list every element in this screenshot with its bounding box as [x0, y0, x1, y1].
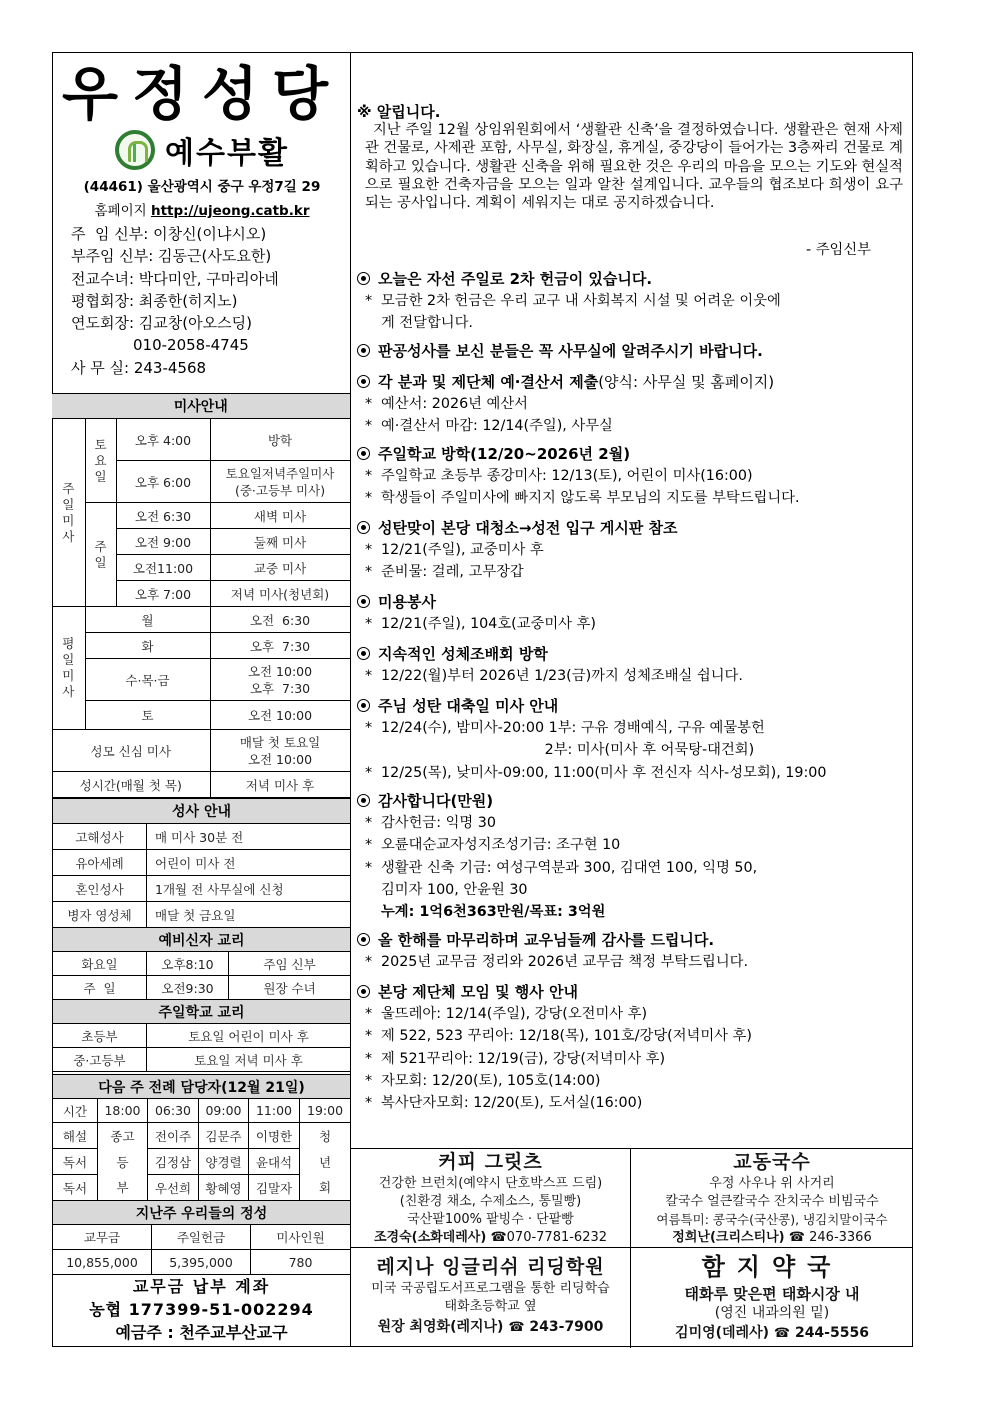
staff-office: 사 무 실: 243-4568 [71, 358, 207, 377]
duty-time: 19:00 [300, 1099, 351, 1123]
duty-role: 독서 [53, 1149, 98, 1175]
announcement: 주님 성탄 대축일 미사 안내 * 12/24(수), 밤미사-20:00 1부: 구유 경배예식, 구유 예물봉헌 2부: 미사(미사 후 어묵탕-대건회) * 12/25(목), 낮미사-09:00, 11:00(미사 후 전신자 식사-성모회), 19:00 [357, 695, 907, 784]
ad-coffee-grits: 커피 그릿츠 건강한 브런치(예약시 단호박스프 드림) (친환경 채소, 수제소스, 통밀빵) 국산팥100% 팥빙수 · 단팥빵 조경숙(소화데레사) ☎070-7781-6232 [351, 1149, 631, 1248]
staff-funeral-phone: 010-2058-4745 [71, 336, 249, 355]
duty-merged-1800: 종고 [98, 1123, 148, 1149]
announcement: 본당 제단체 모임 및 행사 안내 * 울뜨레아: 12/14(주일), 강당(오전미사 후) * 제 522, 523 꾸리아: 12/18(목), 101호/강당(저녁미사 후) * 제 521꾸리아: 12/19(금), 강당(저녁미사 후) * 자모회: 12/20(토), 105호(14:00) * 복사단자모회: 12/20(토), 도서실(16:00) [357, 981, 907, 1114]
radio-bullet-icon [357, 647, 370, 660]
right-column [351, 53, 913, 1148]
bulletin-page [52, 52, 913, 1347]
duty-cell: 황혜영 [199, 1175, 249, 1201]
radio-bullet-icon [357, 933, 370, 946]
radio-bullet-icon [357, 272, 370, 285]
duty-time: 09:00 [199, 1099, 249, 1123]
parish-logo-icon [115, 130, 155, 170]
sacrament-value: 매달 첫 금요일 [147, 902, 351, 928]
catechumen-time: 오후8:10 [147, 952, 229, 976]
weekday-mass-label: 평일미사 [52, 607, 85, 730]
special-mass-time: 매달 첫 토요일 오전 10:00 [210, 730, 350, 772]
schedule-tables [52, 393, 351, 798]
duty-cell: 김말자 [249, 1175, 300, 1201]
special-mass-name: 성모 신심 미사 [52, 730, 210, 772]
staff-list [71, 223, 346, 379]
sacrament-name: 병자 영성체 [53, 902, 147, 928]
weekday-day: 토 [85, 701, 210, 730]
mass-desc: 방학 [210, 419, 350, 461]
duty-cell: 김문주 [199, 1123, 249, 1149]
account-holder: 예금주 : 천주교부산교구 [115, 1323, 288, 1342]
weekday-time: 오후 7:30 [210, 633, 350, 659]
homepage-link[interactable]: http://ujeong.catb.kr [150, 203, 310, 219]
offerings-heading: 지난주 우리들의 정성 [53, 1201, 351, 1225]
left-column [53, 53, 351, 1346]
ad-title: 커피 그릿츠 [438, 1151, 543, 1173]
phone-icon: ☎ [490, 1230, 507, 1245]
school-time: 토요일 어린이 미사 후 [147, 1024, 351, 1048]
liturgy-duty-heading: 다음 주 전례 담당자(12월 21일) [53, 1075, 351, 1099]
duty-role: 해설 [53, 1123, 98, 1149]
announcement: 판공성사를 보신 분들은 꼭 사무실에 알려주시기 바랍니다. [357, 340, 907, 362]
sunday-school-heading: 주일학교 교리 [53, 1000, 351, 1024]
staff-pastor: 주 임 신부: 이창신(이냐시오) [71, 225, 267, 243]
weekday-day: 화 [85, 633, 210, 659]
radio-bullet-icon [357, 521, 370, 534]
announcement: 성탄맞이 본당 대청소→성전 입구 게시판 참조 * 12/21(주일), 교중미사 후 * 준비물: 걸레, 고무장갑 [357, 517, 907, 584]
sunday-mass-label: 주일미사 [52, 419, 85, 607]
radio-bullet-icon [357, 344, 370, 357]
mass-time: 오전 6:30 [116, 503, 210, 529]
announcement: 감사합니다(만원) * 감사헌금: 익명 30 * 오륜대순교자성지조성기금: 조구현 10 * 생활관 신축 기금: 여성구역분과 300, 김대연 100, 익명 50, 김미자 100, 안윤원 30 누계: 1억6천363만원/목표: 3억원 [357, 790, 907, 923]
announcement: 각 분과 및 제단체 예·결산서 제출(양식: 사무실 및 홈페이지) * 예산서: 2026년 예산서 * 예·결산서 마감: 12/14(주일), 사무실 [357, 371, 907, 438]
school-dept: 중·고등부 [53, 1048, 147, 1072]
offering-header: 주일헌금 [152, 1225, 251, 1250]
duty-merged-1900: 년 [300, 1149, 351, 1175]
account-box [53, 1275, 350, 1344]
weekday-day: 월 [85, 607, 210, 633]
notice-heading: ※ 알립니다. [357, 103, 441, 121]
offering-value: 10,855,000 [53, 1250, 152, 1275]
sacrament-value: 어린이 미사 전 [147, 850, 351, 876]
mass-desc: 둘째 미사 [210, 529, 350, 555]
announcement: 주일학교 방학(12/20~2026년 2월) * 주일학교 초등부 종강미사: 12/13(토), 어린이 미사(16:00) * 학생들이 주일미사에 빠지지 않도록 부모님의 지도를 부탁드립니다. [357, 443, 907, 510]
duty-merged-1900: 청 [300, 1123, 351, 1149]
radio-bullet-icon [357, 699, 370, 712]
ad-title: 함지약국 [701, 1253, 843, 1281]
mass-time: 오후 4:00 [116, 419, 210, 461]
catechumen-teacher: 주임 신부 [229, 952, 351, 976]
ad-title: 교동국수 [733, 1151, 811, 1173]
notice-body: 지난 주일 12월 상임위원회에서 ‘생활관 신축’을 결정하였습니다. 생활관은 현재 사제관 건물로, 사제관 포함, 사무실, 화장실, 휴게실, 중강당이 들어가는 3층짜리 건물로 계획하고 있습니다. 생활관 신축을 위해 필요한 것은 우리의 마음을 모으는 기도와 현실적으로 필요한 건축자금을 모으는 일과 알찬 설계입니다. 교우들의 협조보다 희생이 요구되는 공사입니다. 계획이 세워지는 대로 공지하겠습니다. [365, 122, 903, 212]
account-title: 교무금 납부 계좌 [132, 1277, 271, 1296]
ad-regina-academy: 레지나 잉글리쉬 리딩학원 미국 국공립도서프로그램을 통한 리딩학습 태화초등학교 옆 원장 최영화(레지나) ☎ 243-7900 [351, 1248, 631, 1348]
sacrament-name: 고해성사 [53, 824, 147, 850]
sacrament-value: 1개월 전 사무실에 신청 [147, 876, 351, 902]
mass-time: 오후 7:00 [116, 581, 210, 607]
announcement: 미용봉사 * 12/21(주일), 104호(교중미사 후) [357, 591, 907, 635]
bulletin-subtitle: 예수부활 [165, 136, 289, 171]
sacrament-name: 유아세례 [53, 850, 147, 876]
notice-signature: - 주임신부 [806, 242, 871, 258]
duty-merged-1900: 회 [300, 1175, 351, 1201]
sacraments-table [52, 798, 351, 1072]
special-mass-time: 저녁 미사 후 [210, 772, 350, 798]
weekday-time: 오전 6:30 [210, 607, 350, 633]
sacrament-value: 매 미사 30분 전 [147, 824, 351, 850]
duty-cell: 김정삼 [148, 1149, 199, 1175]
duty-merged-1800: 부 [98, 1175, 148, 1201]
staff-sisters: 전교수녀: 박다미안, 구마리아네 [71, 269, 279, 288]
mass-desc: 토요일저녁주일미사 (중·고등부 미사) [210, 461, 350, 503]
sacraments-heading: 성사 안내 [53, 799, 351, 824]
weekday-day: 수·목·금 [85, 659, 210, 701]
parish-address: (44461) 울산광역시 중구 우정7길 29 [83, 179, 321, 195]
announcement: 지속적인 성체조배회 방학 * 12/22(월)부터 2026년 1/23(금)까지 성체조배실 쉽니다. [357, 643, 907, 687]
ad-hamji-pharmacy: 함지약국 태화루 맞은편 태화시장 내 (영진 내과의원 밑) 김미영(데레사) ☎ 244-5556 [631, 1248, 913, 1348]
mass-time: 오전 9:00 [116, 529, 210, 555]
duty-cell: 윤대석 [249, 1149, 300, 1175]
mass-desc: 새벽 미사 [210, 503, 350, 529]
staff-council-president: 평협회장: 최종한(히지노) [71, 291, 238, 310]
offerings-table [52, 1200, 351, 1275]
duty-cell: 전이주 [148, 1123, 199, 1149]
weekday-time: 오전 10:00 [210, 701, 350, 730]
ad-gyodong-noodle: 교동국수 우정 사우나 위 사거리 칼국수 얼큰칼국수 잔치국수 비빔국수 여름특미: 콩국수(국산콩), 냉김치말이국수 정희난(크리스티나) ☎ 246-3366 [631, 1149, 913, 1248]
catechumen-time: 오전9:30 [147, 976, 229, 1000]
sunday-day-label: 주일 [85, 503, 116, 607]
catechumen-day: 화요일 [53, 952, 147, 976]
special-mass-name: 성시간(매월 첫 목) [52, 772, 210, 798]
phone-icon: ☎ [773, 1326, 791, 1341]
duty-role: 독서 [53, 1175, 98, 1201]
parish-title: 우정성당 [61, 60, 343, 128]
mass-desc: 교중 미사 [210, 555, 350, 581]
duty-time: 18:00 [98, 1099, 148, 1123]
catechumen-teacher: 원장 수녀 [229, 976, 351, 1000]
liturgy-duty-table [52, 1074, 351, 1201]
catechumen-day: 주 일 [53, 976, 147, 1000]
homepage-line [53, 199, 351, 219]
masthead [53, 53, 351, 393]
mass-time: 오전11:00 [116, 555, 210, 581]
saturday-label: 토요일 [85, 419, 116, 503]
announcement: 올 한해를 마무리하며 교우님들께 감사를 드립니다. * 2025년 교무금 정리와 2026년 교무금 책정 부탁드립니다. [357, 929, 907, 973]
subtitle-row [53, 129, 351, 171]
weekday-time: 오전 10:00 오후 7:30 [210, 659, 350, 701]
mass-time: 오후 6:00 [116, 461, 210, 503]
duty-merged-1800: 등 [98, 1149, 148, 1175]
radio-bullet-icon [357, 794, 370, 807]
radio-bullet-icon [357, 375, 370, 388]
homepage-label: 홈페이지 [94, 203, 147, 219]
radio-bullet-icon [357, 595, 370, 608]
radio-bullet-icon [357, 985, 370, 998]
offering-value: 780 [251, 1250, 351, 1275]
duty-header-label: 시간 [53, 1099, 98, 1123]
staff-funeral-president: 연도회장: 김교창(아오스딩) [71, 314, 252, 333]
school-time: 토요일 저녁 미사 후 [147, 1048, 351, 1072]
mass-desc: 저녁 미사(청년회) [210, 581, 350, 607]
mass-heading: 미사안내 [52, 394, 350, 419]
duty-cell: 양경렬 [199, 1149, 249, 1175]
offering-header: 교무금 [53, 1225, 152, 1250]
offering-value: 5,395,000 [152, 1250, 251, 1275]
staff-assistant-pastor: 부주임 신부: 김동근(사도요한) [71, 247, 272, 266]
duty-cell: 우선희 [148, 1175, 199, 1201]
announcement: 오늘은 자선 주일로 2차 헌금이 있습니다. * 모금한 2차 헌금은 우리 교구 내 사회복지 시설 및 어려운 이웃에 게 전달합니다. [357, 268, 907, 335]
duty-cell: 이명한 [249, 1123, 300, 1149]
duty-time: 06:30 [148, 1099, 199, 1123]
phone-icon: ☎ [788, 1230, 805, 1245]
phone-icon: ☎ [508, 1320, 525, 1335]
catechumen-heading: 예비신자 교리 [53, 928, 351, 952]
radio-bullet-icon [357, 447, 370, 460]
sacrament-name: 혼인성사 [53, 876, 147, 902]
account-number: 농협 177399-51-002294 [89, 1300, 314, 1319]
school-dept: 초등부 [53, 1024, 147, 1048]
ad-title: 레지나 잉글리쉬 리딩학원 [376, 1256, 605, 1278]
ads-area [351, 1148, 913, 1347]
offering-header: 미사인원 [251, 1225, 351, 1250]
duty-time: 11:00 [249, 1099, 300, 1123]
